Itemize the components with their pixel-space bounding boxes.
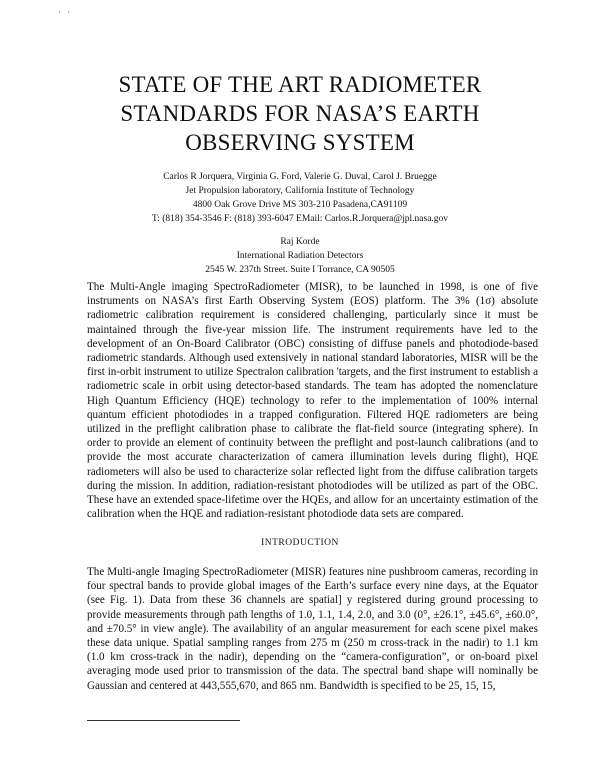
intro-paragraph: The Multi-angle Imaging SpectroRadiometer (MISR) features nine pushbroom cameras, recording in four spectral bands to provide global images of the Earth’s surface every nine days, at the Equator (see Fig. 1). Data from these 36 channels are spatial] y registered during ground processing to provide measurements through path lengths of 1.0, 1.1, 1.4, 2.0, and 3.0 (0°, ±26.1°, ±45.6°, ±60.0°, and ±70.5° in view angle). The availability of an angular measurement for each scene pixel makes these data unique. Spatial sampling ranges from 275 m (250 m cross-track in the nadir) to 1.1 km (1.0 km cross-track in the nadir), depending on the “camera-configuration”, or on-board pixel averaging mode used prior to transmission of the data. The spectral band shape will nominally be Gaussian and centered at 443,555,670, and 865 nm. Bandwidth is specified to be 25, 15, 15,	[87, 566, 538, 692]
author-list: Carlos R Jorquera, Virginia G. Ford, Valerie G. Duval, Carol J. Bruegge	[163, 172, 437, 182]
author-affiliation-block	[0, 170, 600, 226]
address: 4800 Oak Grove Drive MS 303-210 Pasadena,CA91109	[192, 200, 408, 210]
title-line: STANDARDS FOR NASA’S EARTH	[120, 101, 480, 126]
institution: Jet Propulsion laboratory, California Institute of Technology	[185, 186, 415, 196]
abstract: The Multi-Angle imaging SpectroRadiometer (MISR), to be launched in 1998, is one of five instruments on NASA’s first Earth Observing System (EOS) platform. The 3% (1σ) absolute radiometric calibration requirement is considered challenging, particularly since it must be maintained through the five-year mission life. The instrument requirements have led to the development of an On-Board Calibrator (OBC) consisting of diffuse panels and photodiode-based radiometric standards. Although used extensively in national standard laboratories, MISR will be the first in-orbit instrument to utilize Spectralon calibration 'targets, and the first instrument to establish a radiometric scale in orbit using detector-based standards. The team has adopted the nomenclature High Quantum Efficiency (HQE) technology to refer to the implementation of 100% internal quantum efficient photodiodes in a trapped configuration. Filtered HQE radiometers are being utilized in the preflight calibration phase to calibrate the flat-field source (integrating sphere). In order to provide an element of continuity between the preflight and post-launch calibrations (and to provide the most accurate characterization of camera illumination levels during flight), HQE radiometers will also be used to characterize solar reflected light from the diffuse calibration targets during the mission. In addition, radiation-resistant photodiodes will be utilized as part of the OBC. These have an extended space-lifetime over the HQEs, and allow for an uncertainty estimation of the calibration when the HQE and radiation-resistant photodiode data sets are compared.	[87, 281, 538, 521]
title-line: OBSERVING SYSTEM	[185, 130, 415, 155]
author-name: Raj Korde	[280, 237, 320, 247]
section-heading: INTRODUCTION	[261, 538, 339, 548]
corner-mark: · ·	[58, 7, 73, 17]
company: International Radiation Detectors	[236, 251, 364, 261]
paper-title	[60, 70, 540, 157]
footnote-divider	[87, 720, 240, 721]
contact-info: T: (818) 354-3546 F: (818) 393-6047 EMail: Carlos.R.Jorquera@jpl.nasa.gov	[151, 214, 449, 224]
second-affiliation-block	[0, 235, 600, 277]
title-line: STATE OF THE ART RADIOMETER	[118, 72, 482, 97]
address: 2545 W. 237th Street. Suite I Torrance, CA 90505	[205, 265, 395, 275]
